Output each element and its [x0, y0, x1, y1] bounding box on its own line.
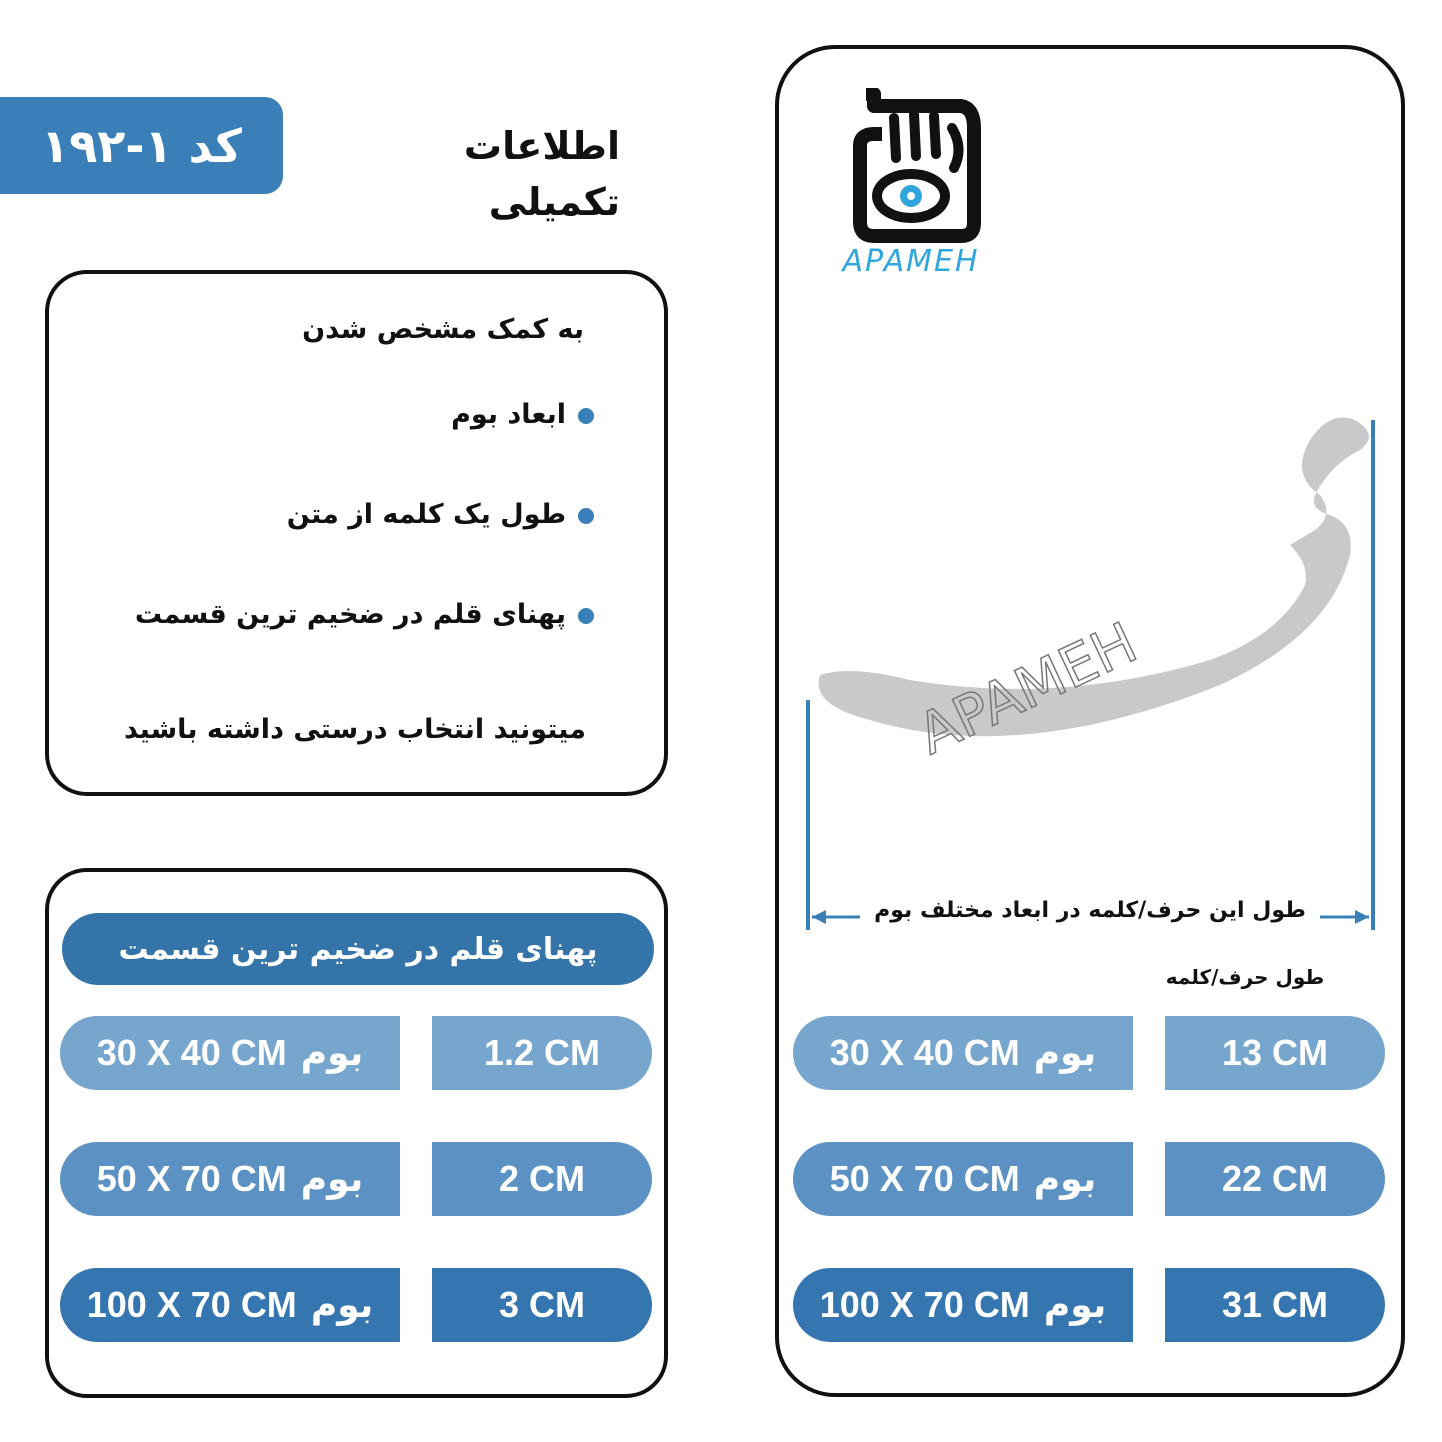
info-bullet-text: ابعاد بوم — [451, 399, 566, 430]
length-column-heading: طول حرف/کلمه — [1165, 965, 1325, 989]
bullet-dot-icon — [578, 508, 594, 524]
info-bullet-3 — [135, 599, 594, 630]
pen-canvas-size-2: 50 X 70 CM بوم — [60, 1142, 400, 1216]
watermark-text: APAMEH — [908, 610, 1147, 768]
arrow-right-icon — [1355, 910, 1369, 924]
product-code-badge — [0, 97, 283, 194]
page-title: اطلاعات تکمیلی — [463, 124, 620, 224]
pen-canvas-size-1: 30 X 40 CM بوم — [60, 1016, 400, 1090]
info-outro: میتونید انتخاب درستی داشته باشید — [124, 714, 586, 745]
length-canvas-size-2: 50 X 70 CM بوم — [793, 1142, 1133, 1216]
logo-text: APAMEH — [842, 244, 980, 279]
pen-canvas-size-3: 100 X 70 CM بوم — [60, 1268, 400, 1342]
pen-width-value-1: 1.2 CM — [432, 1016, 652, 1090]
length-value-2: 22 CM — [1165, 1142, 1385, 1216]
pen-width-value-3: 3 CM — [432, 1268, 652, 1342]
pen-width-header: پهنای قلم در ضخیم ترین قسمت — [62, 913, 654, 985]
bullet-dot-icon — [578, 408, 594, 424]
info-intro: به کمک مشخص شدن — [302, 314, 584, 345]
info-bullet-2 — [287, 499, 594, 530]
pen-width-value-2: 2 CM — [432, 1142, 652, 1216]
info-bullet-text: طول یک کلمه از متن — [286, 499, 566, 530]
info-bullet-text: پهنای قلم در ضخیم ترین قسمت — [134, 599, 566, 630]
length-canvas-size-3: 100 X 70 CM بوم — [793, 1268, 1133, 1342]
calligraphy-sample — [790, 405, 1390, 945]
arrow-left-icon — [812, 910, 826, 924]
info-bullet-1 — [451, 399, 594, 430]
info-box — [45, 270, 668, 796]
bullet-dot-icon — [578, 608, 594, 624]
measure-label: طول این حرف/کلمه در ابعاد مختلف بوم — [874, 898, 1306, 923]
length-canvas-size-1: 30 X 40 CM بوم — [793, 1016, 1133, 1090]
product-code-text: کد ۱-۱۹۲ — [41, 118, 242, 173]
length-value-1: 13 CM — [1165, 1016, 1385, 1090]
length-value-3: 31 CM — [1165, 1268, 1385, 1342]
